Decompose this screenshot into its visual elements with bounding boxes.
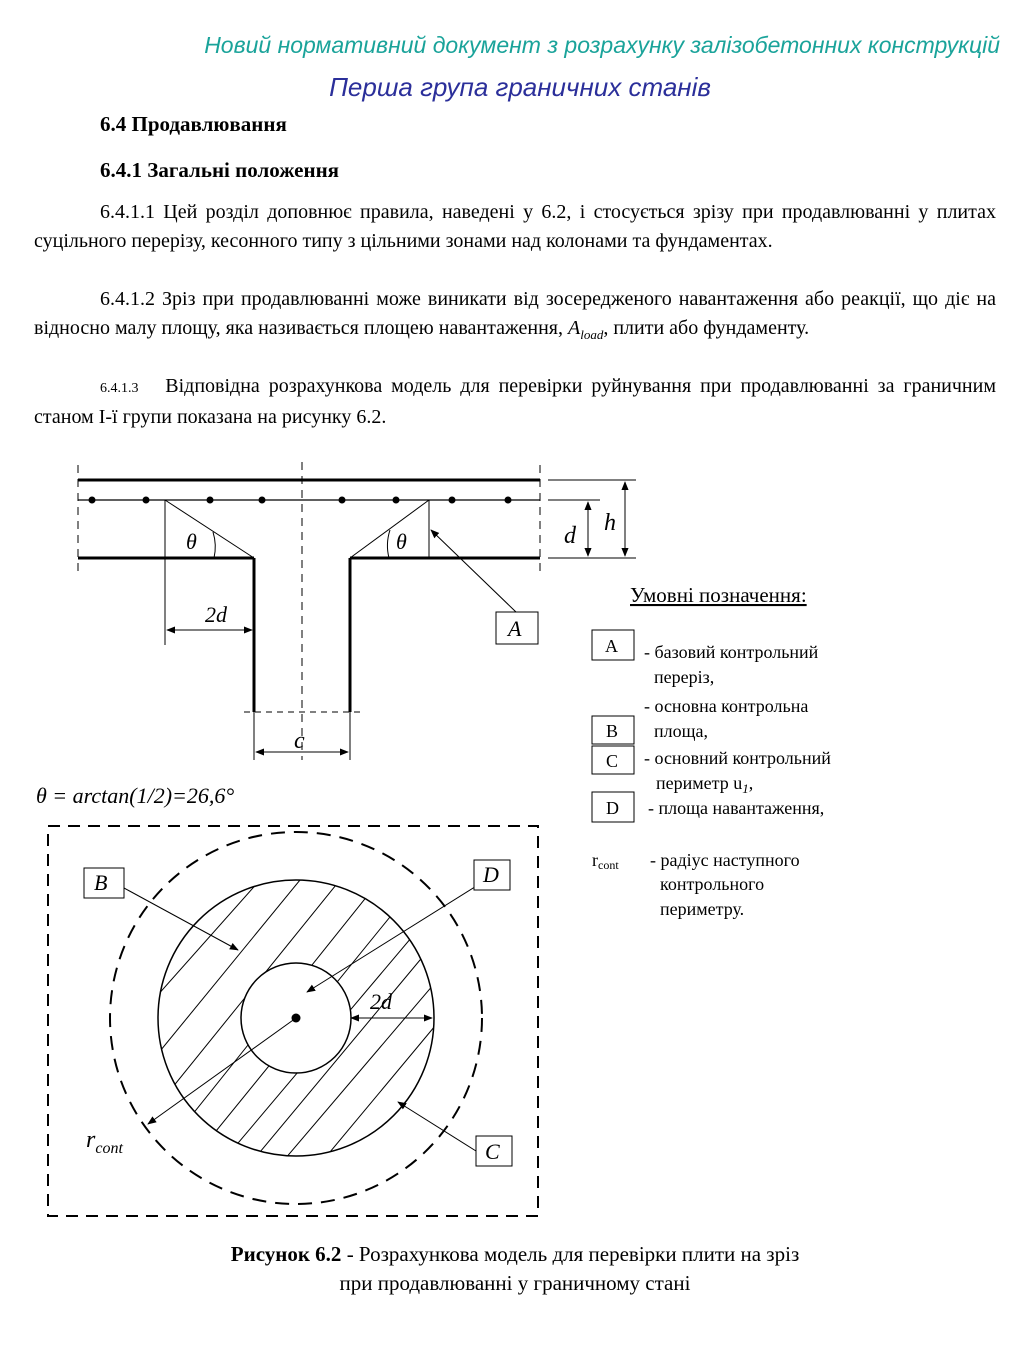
header-subtitle: Перша група граничних станів — [329, 72, 711, 102]
header-title: Новий нормативний документ з розрахунку залізобетонних конструкцій — [204, 32, 1000, 58]
slab-section — [78, 462, 540, 760]
svg-text:- базовий контрольний: - базовий контрольний — [644, 642, 819, 662]
caption-text-1: - Розрахункова модель для перевірки плити на зріз — [341, 1242, 800, 1266]
dim-c: c — [294, 728, 305, 754]
svg-text:B: B — [94, 870, 108, 895]
caption-text-2: при продавлюванні у граничному стані — [339, 1271, 691, 1295]
svg-text:- основний контрольний: - основний контрольний — [644, 748, 831, 768]
paragraph-text: Відповідна розрахункова модель для перевірки руйнування при продавлюванні за граничним станом І-ї групи показана на рисунку 6.2. — [34, 375, 996, 428]
dim-2d-plan: 2d — [370, 989, 392, 1014]
svg-text:rcont: rcont — [592, 850, 619, 872]
svg-text:периметр u1,: периметр $u_1$, — [656, 773, 754, 796]
svg-text:периметру.: периметру. — [660, 899, 745, 919]
svg-text:- радіус наступного: - радіус наступного — [650, 850, 800, 870]
subsection-title: 6.4.1 Загальні положення — [100, 158, 340, 182]
legend — [592, 583, 831, 919]
paragraph-6-4-1-1 — [34, 198, 996, 256]
section-title: 6.4 Продавлювання — [100, 112, 287, 136]
paragraph-6-4-1-3 — [34, 372, 996, 432]
paragraph-number: 6.4.1.3 — [100, 381, 139, 396]
svg-text:B: B — [606, 721, 619, 741]
svg-text:площа,: площа, — [654, 721, 708, 741]
theta-left: θ — [186, 529, 197, 554]
theta-formula: θ = arctan(1/2)=26,6° — [36, 783, 235, 808]
svg-text:D: D — [483, 862, 499, 887]
svg-text:переріз,: переріз, — [654, 667, 715, 687]
paragraph-text: 6.4.1.2 Зріз при продавлюванні може виникати від зосередженого навантаження або реакції, що діє на відносно малу площу, яка називається площею навантаження, — [34, 288, 996, 339]
a-load-symbol: $A_{load}$ — [567, 317, 604, 342]
paragraph-6-4-1-2: 6.4.1.2 Зріз при продавлюванні може виникати від зосередженого навантаження або реакції, що діє на відносно малу площу, яка називається площею навантаження, $A_{load}$, плити або фундаменту. — [34, 288, 996, 342]
dim-d: d — [564, 523, 576, 549]
svg-text:контрольного: контрольного — [660, 874, 765, 894]
dim-h: h — [604, 510, 616, 536]
caption-label: Рисунок 6.2 — [230, 1242, 342, 1266]
svg-text:A: A — [605, 636, 618, 656]
theta-right: θ — [396, 529, 407, 554]
svg-text:C: C — [606, 751, 619, 771]
svg-text:A: A — [508, 616, 522, 641]
legend-title: Умовні позначення: — [630, 583, 807, 607]
svg-text:C: C — [485, 1139, 500, 1164]
rcont-label: $r_{cont}$ — [86, 1127, 123, 1157]
figure-6-2 — [0, 440, 1024, 1240]
paragraph-text: 6.4.1.1 Цей розділ доповнює правила, наведені у 6.2, і стосується зрізу при продавлюванні у плитах суцільного перерізу, кесонного типу з цільними зонами над колонами та фундаментах. — [34, 201, 996, 252]
svg-text:- площа навантаження,: - площа навантаження, — [648, 798, 825, 818]
figure-caption — [0, 1240, 1024, 1298]
svg-text:- основна контрольна: - основна контрольна — [644, 696, 809, 716]
svg-text:D: D — [606, 798, 619, 818]
dim-2d-top: 2d — [205, 602, 227, 627]
